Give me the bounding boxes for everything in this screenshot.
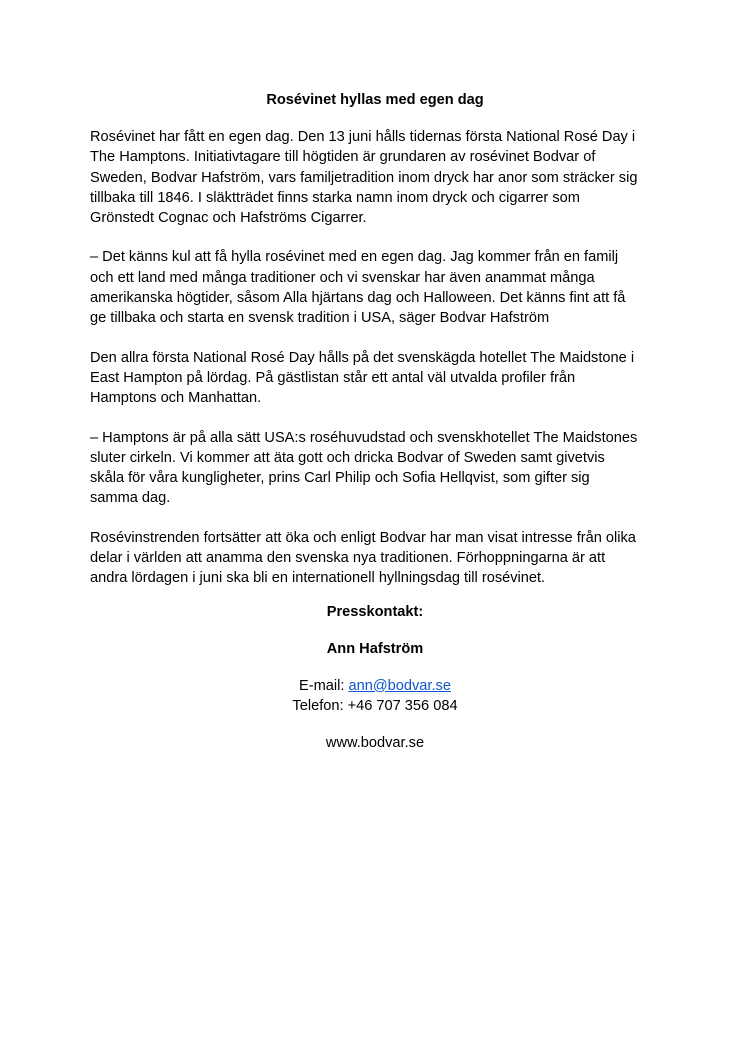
paragraph-line: ge tillbaka och starta en svensk tradition i USA, säger Bodvar Hafström <box>90 310 550 327</box>
contact-details <box>90 676 660 716</box>
paragraph-intro <box>90 127 660 228</box>
paragraph-line: delar i världen att anamma den svenska nya traditionen. Förhoppningarna är att <box>90 550 606 567</box>
document-page <box>90 90 660 753</box>
paragraph-line: sluter cirkeln. Vi kommer att äta gott och dricka Bodvar of Sweden samt givetvis <box>90 449 605 466</box>
paragraph-line: – Det känns kul att få hylla rosévinet med en egen dag. Jag kommer från en familj <box>90 249 619 266</box>
paragraph-event <box>90 348 660 409</box>
press-contact-heading: Presskontakt: <box>326 603 424 620</box>
website-text: www.bodvar.se <box>325 734 425 751</box>
paragraph-line: East Hampton på lördag. På gästlistan står ett antal väl utvalda profiler från <box>90 369 576 386</box>
paragraph-line: tillbaka till 1846. I släktträdet finns starka namn inom dryck och cigarrer som <box>90 189 580 206</box>
paragraph-line: The Hamptons. Initiativtagare till högtiden är grundaren av rosévinet Bodvar of <box>90 149 596 166</box>
press-contact-name: Ann Hafström <box>326 640 424 657</box>
paragraph-quote-2 <box>90 428 660 509</box>
email-line <box>90 676 660 696</box>
paragraph-line: Hamptons och Manhattan. <box>90 390 262 407</box>
paragraph-line: amerikanska högtider, såsom Alla hjärtans dag och Halloween. Det känns fint att få <box>90 290 626 307</box>
paragraph-trend <box>90 528 660 589</box>
paragraph-line: Grönstedt Cognac och Hafströms Cigarrer. <box>90 210 367 227</box>
email-link[interactable]: ann@bodvar.se <box>348 677 451 694</box>
paragraph-line: Sweden, Bodvar Hafström, vars familjetradition inom dryck har anor som sträcker sig <box>90 169 638 186</box>
paragraph-line: Rosévinet har fått en egen dag. Den 13 juni hålls tidernas första National Rosé Day i <box>90 129 636 145</box>
paragraph-line: Rosévinstrenden fortsätter att öka och enligt Bodvar har man visat intresse från olika <box>90 529 636 546</box>
email-label: E-mail: <box>299 677 349 694</box>
paragraph-quote-1 <box>90 247 660 328</box>
paragraph-line: samma dag. <box>90 490 171 507</box>
phone-line: Telefon: +46 707 356 084 <box>292 697 458 714</box>
document-title: Rosévinet hyllas med egen dag <box>266 92 484 108</box>
paragraph-line: – Hamptons är på alla sätt USA:s roséhuvudstad och svenskhotellet The Maidstones <box>90 429 638 446</box>
paragraph-line: andra lördagen i juni ska bli en internationell hyllningsdag till rosévinet. <box>90 570 546 587</box>
paragraph-line: Den allra första National Rosé Day hålls på det svenskägda hotellet The Maidstone i <box>90 349 635 366</box>
paragraph-line: och ett land med många traditioner och vi svenskar har även anammat många <box>90 269 595 286</box>
paragraph-line: skåla för våra kungligheter, prins Carl Philip och Sofia Hellqvist, som gifter sig <box>90 470 590 487</box>
